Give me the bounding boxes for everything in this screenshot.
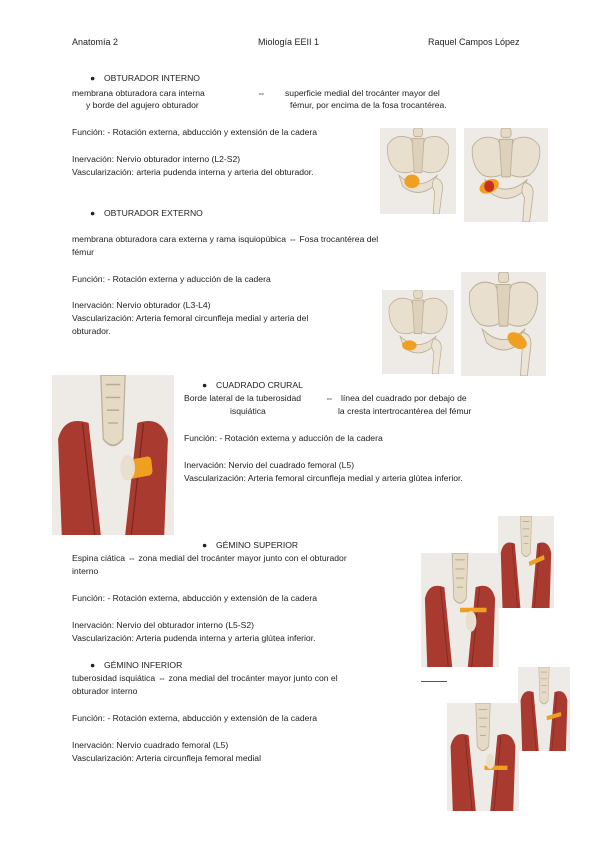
posterior-hip-illustration [52,375,174,535]
arrow-icon: ⇔ [257,88,266,98]
section-title-gemino-superior [202,540,298,550]
bullet-icon: ● [90,73,96,83]
funcion-text: Función: - Rotación externa y aducción de la cadera [184,433,383,443]
bullet-icon: ● [202,380,208,390]
section-title-gemino-inferior [90,660,182,670]
arrow-icon: ⇔ [325,393,334,403]
origin-line-1: membrana obturadora cara interna [72,88,205,98]
title-text: GÉMINO SUPERIOR [216,540,299,550]
insertion-line-1: superficie medial del trocánter mayor del [285,88,440,98]
origin-line-2: y borde del agujero obturador [86,100,199,110]
insertion-line-2: fémur, por encima de la fosa trocantérea. [290,100,447,110]
inervacion-text: Inervación: Nervio cuadrado femoral (L5) [72,740,229,750]
inervacion-text: Inervación: Nervio del obturador interno (L5-S2) [72,620,254,630]
posterior-hip-illustration-2 [498,516,554,608]
insertion-line-2: fémur [72,247,94,257]
inervacion-text: Inervación: Nervio obturador interno (L2-S2) [72,154,241,164]
section-title-obturador-interno [90,73,200,83]
bullet-icon: ● [90,208,96,218]
title-text: OBTURADOR INTERNO [104,73,200,83]
arrow-icon: ⇔ [288,234,297,244]
section-title-cuadrado-crural [202,380,303,390]
arrow-icon: ⇔ [127,553,137,563]
origin-line-1: membrana obturadora cara externa y rama isquiopúbica ⇔ Fosa trocantérea del [72,234,379,244]
pelvis-illustration-1 [380,128,456,214]
vascularizacion-text: Vascularización: Arteria pudenda interna y arteria glútea inferior. [72,633,316,643]
posterior-hip-illustration-4 [518,667,570,751]
insertion-line-2: la cresta intertrocantérea del fémur [338,406,472,416]
title-text: CUADRADO CRURAL [216,380,303,390]
pelvis-illustration-3 [382,290,454,374]
insertion-line-2: interno [72,566,99,576]
arrow-icon: ⇔ [157,673,167,683]
header-center: Miología EEII 1 [258,37,320,47]
origin-line-2: isquiática [230,406,266,416]
origin-line-1: tuberosidad isquiática ⇔ zona medial del trocánter mayor junto con el [72,673,338,683]
insertion-line-1: línea del cuadrado por debajo de [341,393,467,403]
inervacion-text: Inervación: Nervio obturador (L3-L4) [72,300,211,310]
bullet-icon: ● [90,660,96,670]
posterior-hip-illustration-3 [421,553,499,667]
funcion-text: Función: - Rotación externa, abducción y extensión de la cadera [72,713,318,723]
insertion-line-2: obturador interno [72,686,138,696]
vascularizacion-text: Vascularización: Arteria circunfleja femoral medial [72,753,261,763]
underline-divider [421,681,447,682]
funcion-text: Función: - Rotación externa, abducción y extensión de la cadera [72,593,318,603]
origin-line-1: Borde lateral de la tuberosidad [184,393,302,403]
pelvis-illustration-2 [464,128,548,222]
origin-line-1: Espina ciática ⇔ zona medial del trocánter mayor junto con el obturador [72,553,347,563]
vascularizacion-text-1: Vascularización: Arteria femoral circunfleja medial y arteria del [72,313,309,323]
pelvis-illustration-4 [461,272,546,376]
funcion-text: Función: - Rotación externa, abducción y extensión de la cadera [72,127,318,137]
vascularizacion-text-2: obturador. [72,326,111,336]
header-left: Anatomía 2 [72,37,119,47]
vascularizacion-text: Vascularización: arteria pudenda interna y arteria del obturador. [72,167,314,177]
posterior-hip-illustration-5 [447,703,519,811]
funcion-text: Función: - Rotación externa y aducción de la cadera [72,274,271,284]
bullet-icon: ● [202,540,208,550]
section-title-obturador-externo [90,208,203,218]
vascularizacion-text: Vascularización: Arteria femoral circunfleja medial y arteria glútea inferior. [184,473,463,483]
header-right: Raquel Campos López [428,37,520,47]
title-text: OBTURADOR EXTERNO [104,208,203,218]
inervacion-text: Inervación: Nervio del cuadrado femoral (L5) [184,460,355,470]
title-text: GÉMINO INFERIOR [104,660,183,670]
